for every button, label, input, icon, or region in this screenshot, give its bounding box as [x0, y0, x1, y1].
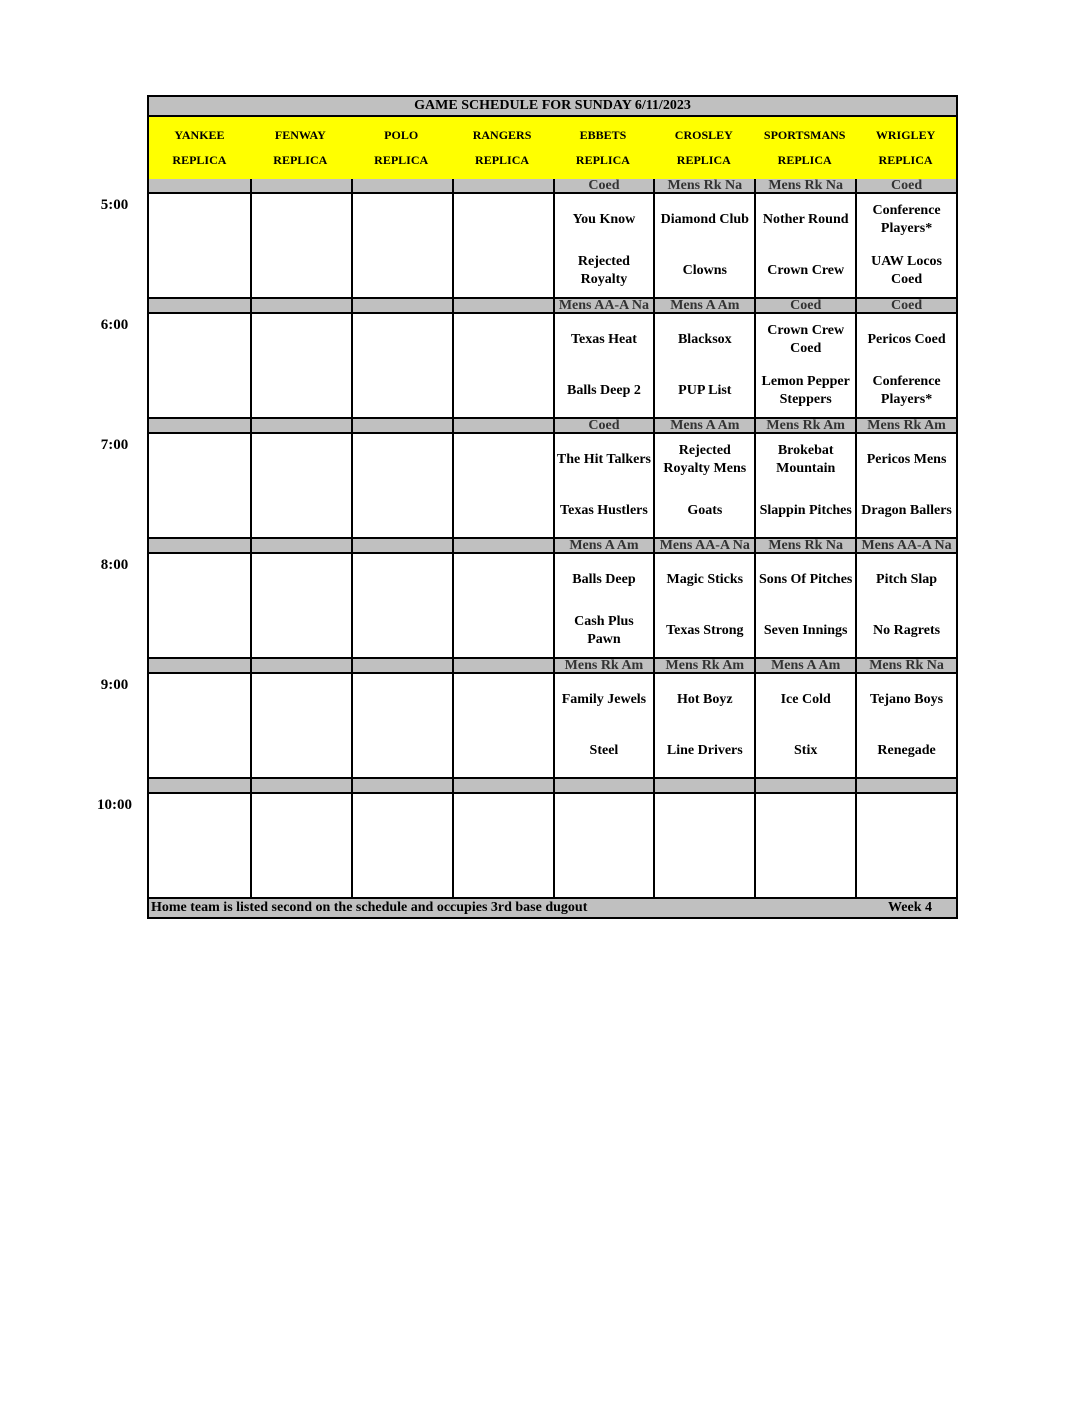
home-team [353, 366, 452, 418]
away-team [252, 794, 351, 846]
home-team [252, 846, 351, 898]
game-cell [754, 554, 855, 657]
field-name: WRIGLEY [875, 128, 936, 142]
home-team: Goats [687, 503, 723, 519]
home-team [454, 606, 553, 658]
away-team [555, 794, 654, 846]
division-label: Coed [754, 299, 855, 312]
game-cell [653, 554, 754, 657]
time-label: 6:00 [100, 317, 129, 333]
division-label: Mens Rk Na [754, 179, 855, 192]
game-cell [452, 314, 553, 417]
time-slots [97, 178, 958, 899]
division-label [149, 299, 250, 312]
home-team: Clowns [682, 263, 727, 279]
game-cell [855, 554, 956, 657]
home-team [555, 846, 654, 898]
field-name: POLO [384, 128, 419, 142]
division-label: Mens Rk Na [653, 179, 754, 192]
home-team [149, 726, 250, 778]
away-team [149, 554, 250, 606]
game-cell [250, 314, 351, 417]
field-subtitle: REPLICA [273, 153, 328, 167]
away-team: Pericos Mens [866, 451, 947, 467]
home-team [756, 846, 855, 898]
division-label [149, 179, 250, 192]
division-label [250, 179, 351, 192]
time-slot [100, 658, 958, 779]
away-team [353, 794, 452, 846]
field-subtitle: REPLICA [172, 153, 227, 167]
division-label: Mens A Am [754, 659, 855, 672]
home-team: Slappin Pitches [759, 503, 852, 519]
away-team [353, 194, 452, 246]
time-slot [100, 538, 958, 659]
game-cell [754, 314, 855, 417]
division-label [250, 659, 351, 672]
game-cell [553, 554, 654, 657]
away-team: Conference Players* [872, 202, 941, 236]
away-team: Sons Of Pitches [759, 571, 853, 587]
time-label: 8:00 [100, 557, 129, 573]
home-team: Conference Players* [872, 374, 941, 408]
game-cell [553, 674, 654, 777]
home-team [454, 246, 553, 298]
away-team [756, 794, 855, 846]
division-label [351, 539, 452, 552]
division-label: Mens Rk Am [855, 419, 956, 432]
division-label [452, 779, 553, 792]
home-team: Cash Plus Pawn [574, 614, 634, 648]
away-team: Nother Round [762, 211, 849, 227]
home-team: PUP List [678, 383, 732, 399]
home-team [454, 486, 553, 538]
field-header-row [147, 117, 958, 179]
footer-note: Home team is listed second on the schedule and occupies 3rd base dugout [151, 900, 588, 915]
away-team [149, 794, 250, 846]
game-cell [653, 794, 754, 897]
field-name: SPORTSMANS [763, 128, 846, 142]
division-label [250, 779, 351, 792]
game-cell [653, 674, 754, 777]
division-label [754, 779, 855, 792]
away-team [353, 314, 452, 366]
field-header [754, 117, 855, 179]
home-team [252, 486, 351, 538]
home-team [252, 246, 351, 298]
field-header [149, 117, 250, 179]
game-cell [351, 794, 452, 897]
division-label [351, 179, 452, 192]
field-name: CROSLEY [674, 128, 733, 142]
division-label [452, 179, 553, 192]
game-cell [351, 194, 452, 297]
game-cell [351, 674, 452, 777]
away-team: Pericos Coed [867, 331, 946, 347]
field-header [452, 117, 553, 179]
division-row [147, 779, 958, 794]
game-cell [250, 674, 351, 777]
game-cell [653, 194, 754, 297]
away-team: Tejano Boys [870, 691, 944, 707]
game-cell [653, 434, 754, 537]
game-cell [553, 194, 654, 297]
division-label [553, 779, 654, 792]
home-team [149, 606, 250, 658]
division-label [250, 539, 351, 552]
field-header [855, 117, 956, 179]
home-team [149, 246, 250, 298]
field-name: RANGERS [472, 128, 532, 142]
home-team: Crown Crew [767, 263, 845, 279]
division-label [452, 419, 553, 432]
field-header [653, 117, 754, 179]
division-label: Mens Rk Na [754, 539, 855, 552]
home-team: No Ragrets [873, 623, 941, 639]
games-row [147, 434, 958, 539]
division-row [147, 179, 958, 194]
away-team: Brokebat Mountain [776, 442, 836, 476]
away-team [252, 194, 351, 246]
away-team [454, 434, 553, 486]
game-cell [351, 434, 452, 537]
home-team [454, 726, 553, 778]
schedule-title: GAME SCHEDULE FOR SUNDAY 6/11/2023 [147, 95, 958, 117]
time-slot [97, 779, 958, 899]
away-team: Magic Sticks [666, 571, 744, 587]
home-team [454, 366, 553, 418]
game-cell [149, 434, 250, 537]
away-team [353, 554, 452, 606]
away-team [149, 434, 250, 486]
game-cell [754, 794, 855, 897]
division-label [250, 419, 351, 432]
game-cell [149, 674, 250, 777]
games-row [147, 194, 958, 299]
division-label: Mens Rk Am [553, 659, 654, 672]
away-team: Blacksox [677, 331, 732, 347]
division-label: Mens A Am [653, 419, 754, 432]
game-cell [452, 794, 553, 897]
field-name: EBBETS [579, 128, 627, 142]
division-row [147, 299, 958, 314]
time-label: 7:00 [100, 437, 129, 453]
games-row [147, 674, 958, 779]
field-subtitle: REPLICA [374, 153, 429, 167]
division-row [147, 659, 958, 674]
division-label [452, 659, 553, 672]
away-team [149, 314, 250, 366]
field-header [250, 117, 351, 179]
division-label [149, 779, 250, 792]
home-team [252, 606, 351, 658]
division-label: Coed [855, 299, 956, 312]
division-label [250, 299, 351, 312]
away-team [454, 314, 553, 366]
away-team [454, 674, 553, 726]
home-team [149, 366, 250, 418]
division-label [351, 419, 452, 432]
schedule-footer [147, 899, 958, 919]
game-cell [250, 434, 351, 537]
away-team: The Hit Talkers [556, 451, 651, 467]
game-cell [855, 794, 956, 897]
home-team [353, 606, 452, 658]
division-label: Mens AA-A Na [855, 539, 956, 552]
division-label: Coed [553, 419, 654, 432]
division-label: Mens A Am [653, 299, 754, 312]
away-team: Family Jewels [561, 691, 647, 707]
game-cell [855, 194, 956, 297]
game-cell [351, 554, 452, 657]
field-header [553, 117, 654, 179]
away-team [454, 194, 553, 246]
division-label [653, 779, 754, 792]
away-team: Ice Cold [780, 691, 831, 707]
division-label [351, 659, 452, 672]
away-team [252, 674, 351, 726]
division-label [149, 659, 250, 672]
time-slot [100, 178, 958, 299]
game-cell [754, 674, 855, 777]
away-team [454, 554, 553, 606]
division-label: Coed [855, 179, 956, 192]
game-cell [855, 434, 956, 537]
game-cell [250, 194, 351, 297]
games-row [147, 554, 958, 659]
home-team [149, 486, 250, 538]
home-team: Lemon Pepper Steppers [761, 374, 850, 408]
game-cell [754, 194, 855, 297]
division-row [147, 419, 958, 434]
time-slot [100, 418, 958, 539]
division-label [855, 779, 956, 792]
away-team [252, 434, 351, 486]
away-team [454, 794, 553, 846]
time-label: 9:00 [100, 677, 129, 693]
field-subtitle: REPLICA [676, 153, 731, 167]
time-label: 5:00 [100, 197, 129, 213]
division-label [452, 299, 553, 312]
home-team: Balls Deep 2 [566, 383, 641, 399]
away-team [252, 554, 351, 606]
game-cell [149, 314, 250, 417]
home-team [353, 846, 452, 898]
game-cell [452, 194, 553, 297]
away-team: Crown Crew Coed [767, 322, 845, 356]
division-label: Mens AA-A Na [653, 539, 754, 552]
away-team [252, 314, 351, 366]
game-cell [855, 314, 956, 417]
schedule-sheet [97, 95, 958, 919]
away-team: Hot Boyz [677, 691, 733, 707]
field-subtitle: REPLICA [878, 153, 933, 167]
game-cell [855, 674, 956, 777]
game-cell [553, 434, 654, 537]
home-team: Line Drivers [666, 743, 743, 759]
games-row [147, 314, 958, 419]
home-team [353, 726, 452, 778]
games-row [147, 794, 958, 899]
field-subtitle: REPLICA [777, 153, 832, 167]
division-label: Mens Rk Am [754, 419, 855, 432]
away-team: Pitch Slap [876, 571, 938, 587]
game-cell [351, 314, 452, 417]
field-header [351, 117, 452, 179]
home-team [353, 246, 452, 298]
home-team: Seven Innings [763, 623, 848, 639]
footer-week: Week 4 [888, 900, 932, 915]
home-team: Renegade [877, 743, 936, 759]
away-team [149, 194, 250, 246]
division-row [147, 539, 958, 554]
field-subtitle: REPLICA [475, 153, 530, 167]
game-cell [553, 314, 654, 417]
away-team [857, 794, 956, 846]
away-team: Balls Deep [572, 571, 636, 587]
division-label: Coed [553, 179, 654, 192]
home-team: Texas Hustlers [560, 503, 648, 519]
field-subtitle: REPLICA [575, 153, 630, 167]
home-team: Steel [589, 743, 619, 759]
home-team [149, 846, 250, 898]
home-team [353, 486, 452, 538]
field-name: YANKEE [174, 128, 225, 142]
game-cell [452, 674, 553, 777]
home-team [252, 726, 351, 778]
home-team [857, 846, 956, 898]
game-cell [452, 554, 553, 657]
game-cell [653, 314, 754, 417]
home-team: Texas Strong [666, 623, 744, 639]
away-team: Texas Heat [570, 331, 637, 347]
game-cell [452, 434, 553, 537]
game-cell [149, 794, 250, 897]
home-team: Dragon Ballers [861, 503, 952, 519]
away-team [149, 674, 250, 726]
away-team [353, 674, 452, 726]
game-cell [553, 794, 654, 897]
time-label: 10:00 [97, 797, 132, 813]
away-team: Rejected Royalty Mens [663, 442, 747, 476]
home-team: UAW Locos Coed [871, 254, 943, 288]
game-cell [250, 554, 351, 657]
division-label [351, 779, 452, 792]
field-name: FENWAY [274, 128, 326, 142]
division-label [452, 539, 553, 552]
home-team: Stix [794, 743, 818, 759]
home-team [655, 846, 754, 898]
division-label [149, 539, 250, 552]
away-team [353, 434, 452, 486]
game-cell [149, 554, 250, 657]
home-team: Rejected Royalty [577, 254, 630, 288]
division-label: Mens AA-A Na [553, 299, 654, 312]
time-slot [100, 298, 958, 419]
game-cell [754, 434, 855, 537]
home-team [252, 366, 351, 418]
division-label: Mens A Am [553, 539, 654, 552]
division-label: Mens Rk Na [855, 659, 956, 672]
home-team [454, 846, 553, 898]
away-team: Diamond Club [660, 211, 749, 227]
away-team: You Know [572, 211, 636, 227]
game-cell [149, 194, 250, 297]
game-cell [250, 794, 351, 897]
division-label: Mens Rk Am [653, 659, 754, 672]
division-label [149, 419, 250, 432]
away-team [655, 794, 754, 846]
division-label [351, 299, 452, 312]
